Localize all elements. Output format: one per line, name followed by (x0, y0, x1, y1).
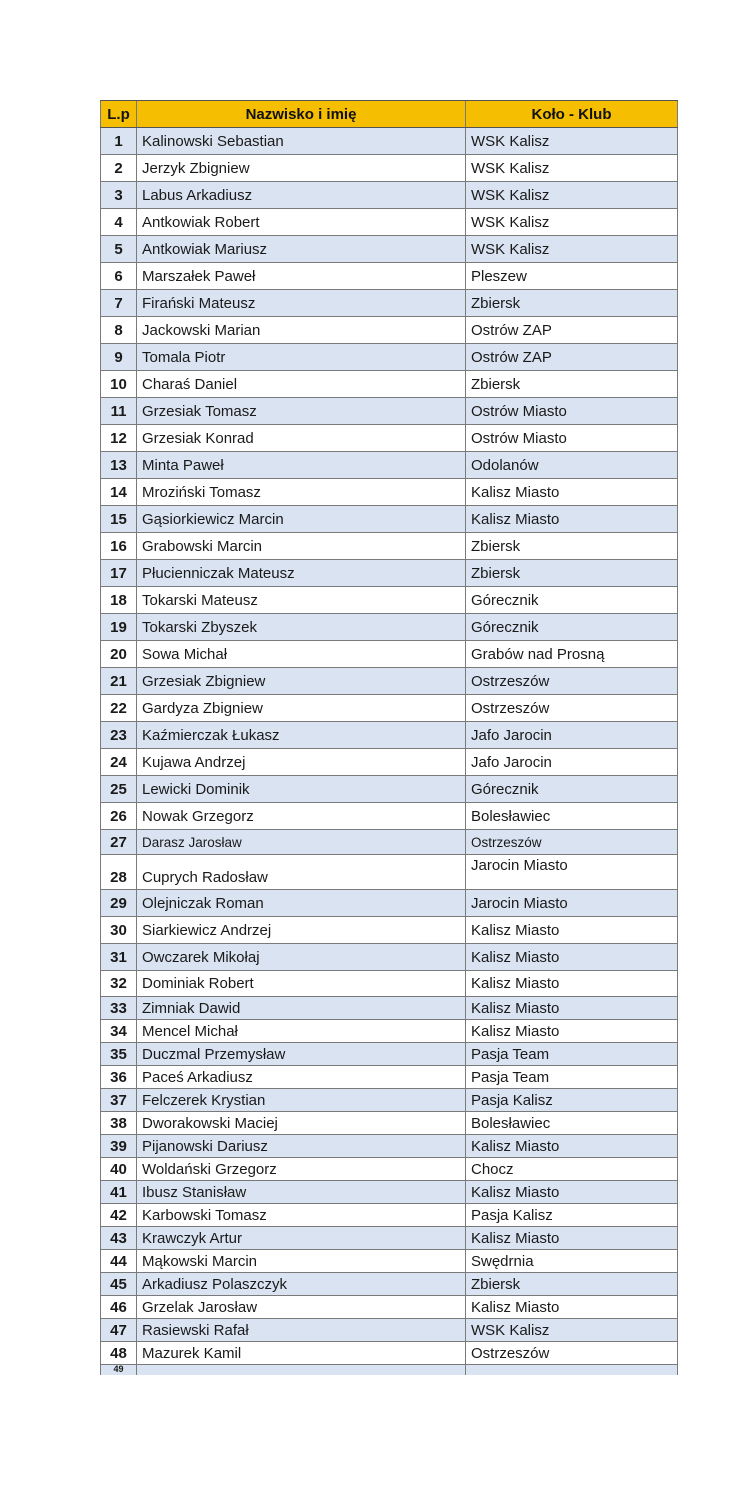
row-club: Pasja Team (465, 1043, 678, 1065)
row-number: 20 (100, 641, 136, 667)
table-row (100, 1365, 678, 1375)
row-name: Płucienniczak Mateusz (136, 560, 465, 586)
row-name: Tomala Piotr (136, 344, 465, 370)
row-club: Bolesławiec (465, 803, 678, 829)
row-number: 32 (100, 971, 136, 996)
table-row (100, 1043, 678, 1066)
table-body (100, 128, 678, 1375)
table-row (100, 1181, 678, 1204)
table-row (100, 1066, 678, 1089)
row-name: Dominiak Robert (136, 971, 465, 996)
row-club: Kalisz Miasto (465, 1296, 678, 1318)
table-row (100, 997, 678, 1020)
row-club: Ostrzeszów (465, 668, 678, 694)
table-row (100, 506, 678, 533)
row-club: Kalisz Miasto (465, 944, 678, 970)
row-number: 14 (100, 479, 136, 505)
row-club: Jafo Jarocin (465, 749, 678, 775)
row-name: Marszałek Paweł (136, 263, 465, 289)
row-club: Ostrów ZAP (465, 317, 678, 343)
participants-table (100, 100, 678, 1375)
row-club: Zbiersk (465, 371, 678, 397)
row-number: 8 (100, 317, 136, 343)
row-number: 6 (100, 263, 136, 289)
table-row (100, 944, 678, 971)
row-name (136, 1365, 465, 1375)
row-name: Sowa Michał (136, 641, 465, 667)
row-number: 2 (100, 155, 136, 181)
row-club: Zbiersk (465, 290, 678, 316)
row-number: 47 (100, 1319, 136, 1341)
row-name: Mazurek Kamil (136, 1342, 465, 1364)
row-club: Ostrów Miasto (465, 398, 678, 424)
row-name: Tokarski Zbyszek (136, 614, 465, 640)
table-row (100, 371, 678, 398)
row-name: Dworakowski Maciej (136, 1112, 465, 1134)
table-row (100, 1250, 678, 1273)
row-name: Tokarski Mateusz (136, 587, 465, 613)
row-club: Bolesławiec (465, 1112, 678, 1134)
row-name: Krawczyk Artur (136, 1227, 465, 1249)
row-name: Labus Arkadiusz (136, 182, 465, 208)
row-club: Zbiersk (465, 533, 678, 559)
table-row (100, 1227, 678, 1250)
row-club: Ostrzeszów (465, 830, 678, 854)
row-number: 44 (100, 1250, 136, 1272)
row-club: WSK Kalisz (465, 155, 678, 181)
row-club: Zbiersk (465, 1273, 678, 1295)
row-club: Górecznik (465, 776, 678, 802)
table-header (100, 100, 678, 128)
row-name: Firański Mateusz (136, 290, 465, 316)
row-name: Grzesiak Zbigniew (136, 668, 465, 694)
row-number: 29 (100, 890, 136, 916)
row-club: Ostrzeszów (465, 1342, 678, 1364)
row-club: WSK Kalisz (465, 236, 678, 262)
row-name: Nowak Grzegorz (136, 803, 465, 829)
row-name: Grabowski Marcin (136, 533, 465, 559)
row-club: Pleszew (465, 263, 678, 289)
table-row (100, 1135, 678, 1158)
row-name: Mencel Michał (136, 1020, 465, 1042)
row-number: 5 (100, 236, 136, 262)
row-number: 17 (100, 560, 136, 586)
table-row (100, 236, 678, 263)
row-club: Jarocin Miasto (465, 855, 678, 889)
row-name: Kaźmierczak Łukasz (136, 722, 465, 748)
row-club: Górecznik (465, 587, 678, 613)
row-number: 31 (100, 944, 136, 970)
table-row (100, 749, 678, 776)
row-number: 24 (100, 749, 136, 775)
row-club: Jarocin Miasto (465, 890, 678, 916)
table-row (100, 209, 678, 236)
table-row (100, 614, 678, 641)
row-club: Górecznik (465, 614, 678, 640)
row-club: Ostrów ZAP (465, 344, 678, 370)
row-name: Gąsiorkiewicz Marcin (136, 506, 465, 532)
table-row (100, 317, 678, 344)
row-club: Chocz (465, 1158, 678, 1180)
row-name: Charaś Daniel (136, 371, 465, 397)
row-name: Arkadiusz Polaszczyk (136, 1273, 465, 1295)
row-name: Kalinowski Sebastian (136, 128, 465, 154)
row-name: Pijanowski Dariusz (136, 1135, 465, 1157)
table-row (100, 344, 678, 371)
row-number: 45 (100, 1273, 136, 1295)
row-club: Kalisz Miasto (465, 479, 678, 505)
row-club: Pasja Kalisz (465, 1089, 678, 1111)
table-row (100, 1020, 678, 1043)
row-name: Minta Paweł (136, 452, 465, 478)
table-row (100, 695, 678, 722)
row-name: Antkowiak Robert (136, 209, 465, 235)
table-row (100, 1089, 678, 1112)
row-number: 46 (100, 1296, 136, 1318)
row-club: Jafo Jarocin (465, 722, 678, 748)
row-number: 22 (100, 695, 136, 721)
row-number: 19 (100, 614, 136, 640)
header-name: Nazwisko i imię (136, 101, 465, 127)
table-row (100, 1319, 678, 1342)
row-number: 13 (100, 452, 136, 478)
row-number: 1 (100, 128, 136, 154)
row-name: Felczerek Krystian (136, 1089, 465, 1111)
row-name: Grzesiak Tomasz (136, 398, 465, 424)
table-row (100, 452, 678, 479)
row-name: Owczarek Mikołaj (136, 944, 465, 970)
row-number: 10 (100, 371, 136, 397)
table-row (100, 1112, 678, 1135)
table-row (100, 533, 678, 560)
row-name: Jerzyk Zbigniew (136, 155, 465, 181)
row-name: Olejniczak Roman (136, 890, 465, 916)
row-name: Jackowski Marian (136, 317, 465, 343)
row-club: Ostrzeszów (465, 695, 678, 721)
table-row (100, 155, 678, 182)
row-club: Zbiersk (465, 560, 678, 586)
table-row (100, 290, 678, 317)
row-number: 36 (100, 1066, 136, 1088)
table-row (100, 890, 678, 917)
row-name: Antkowiak Mariusz (136, 236, 465, 262)
row-number: 18 (100, 587, 136, 613)
row-club: WSK Kalisz (465, 182, 678, 208)
row-number: 12 (100, 425, 136, 451)
table-row (100, 1342, 678, 1365)
table-row (100, 398, 678, 425)
row-club: Kalisz Miasto (465, 971, 678, 996)
table-row (100, 1296, 678, 1319)
row-number: 33 (100, 997, 136, 1019)
table-row (100, 917, 678, 944)
row-name: Grzesiak Konrad (136, 425, 465, 451)
row-club: Kalisz Miasto (465, 917, 678, 943)
row-number: 35 (100, 1043, 136, 1065)
row-name: Woldański Grzegorz (136, 1158, 465, 1180)
row-number: 28 (100, 855, 136, 889)
row-number: 40 (100, 1158, 136, 1180)
row-club: Grabów nad Prosną (465, 641, 678, 667)
row-number: 43 (100, 1227, 136, 1249)
row-number: 9 (100, 344, 136, 370)
row-name: Kujawa Andrzej (136, 749, 465, 775)
row-number: 4 (100, 209, 136, 235)
table-row (100, 425, 678, 452)
header-lp: L.p (100, 101, 136, 127)
row-number: 26 (100, 803, 136, 829)
row-number: 25 (100, 776, 136, 802)
row-name: Grzelak Jarosław (136, 1296, 465, 1318)
table-row (100, 776, 678, 803)
row-club: Ostrów Miasto (465, 425, 678, 451)
table-row (100, 479, 678, 506)
table-row (100, 722, 678, 749)
row-club: Kalisz Miasto (465, 997, 678, 1019)
row-number: 3 (100, 182, 136, 208)
table-row (100, 128, 678, 155)
row-name: Siarkiewicz Andrzej (136, 917, 465, 943)
row-number: 42 (100, 1204, 136, 1226)
table-row (100, 1158, 678, 1181)
table-row (100, 182, 678, 209)
table-row (100, 560, 678, 587)
row-club: Kalisz Miasto (465, 1227, 678, 1249)
row-club: Swędrnia (465, 1250, 678, 1272)
row-club: WSK Kalisz (465, 209, 678, 235)
row-number: 7 (100, 290, 136, 316)
row-number: 39 (100, 1135, 136, 1157)
row-name: Gardyza Zbigniew (136, 695, 465, 721)
header-club: Koło - Klub (465, 101, 678, 127)
row-number: 21 (100, 668, 136, 694)
row-name: Rasiewski Rafał (136, 1319, 465, 1341)
row-club: Kalisz Miasto (465, 506, 678, 532)
row-name: Ibusz Stanisław (136, 1181, 465, 1203)
table-row (100, 1204, 678, 1227)
row-number: 48 (100, 1342, 136, 1364)
row-club: Kalisz Miasto (465, 1135, 678, 1157)
row-club: WSK Kalisz (465, 128, 678, 154)
row-number: 49 (100, 1365, 136, 1375)
row-number: 34 (100, 1020, 136, 1042)
table-row (100, 1273, 678, 1296)
row-number: 30 (100, 917, 136, 943)
row-number: 23 (100, 722, 136, 748)
row-name: Cuprych Radosław (136, 855, 465, 889)
row-club: WSK Kalisz (465, 1319, 678, 1341)
table-row (100, 971, 678, 997)
row-name: Mąkowski Marcin (136, 1250, 465, 1272)
row-number: 15 (100, 506, 136, 532)
row-name: Duczmal Przemysław (136, 1043, 465, 1065)
row-name: Paceś Arkadiusz (136, 1066, 465, 1088)
row-name: Mroziński Tomasz (136, 479, 465, 505)
table-row (100, 855, 678, 890)
table-row (100, 587, 678, 614)
table-row (100, 668, 678, 695)
row-club: Pasja Kalisz (465, 1204, 678, 1226)
row-club: Pasja Team (465, 1066, 678, 1088)
row-name: Karbowski Tomasz (136, 1204, 465, 1226)
row-name: Lewicki Dominik (136, 776, 465, 802)
table-row (100, 803, 678, 830)
table-row (100, 830, 678, 855)
row-number: 41 (100, 1181, 136, 1203)
row-number: 27 (100, 830, 136, 854)
table-row (100, 641, 678, 668)
row-club (465, 1365, 678, 1375)
row-club: Kalisz Miasto (465, 1020, 678, 1042)
row-club: Odolanów (465, 452, 678, 478)
row-number: 38 (100, 1112, 136, 1134)
row-number: 37 (100, 1089, 136, 1111)
row-name: Darasz Jarosław (136, 830, 465, 854)
row-number: 16 (100, 533, 136, 559)
row-name: Zimniak Dawid (136, 997, 465, 1019)
row-club: Kalisz Miasto (465, 1181, 678, 1203)
table-row (100, 263, 678, 290)
row-number: 11 (100, 398, 136, 424)
